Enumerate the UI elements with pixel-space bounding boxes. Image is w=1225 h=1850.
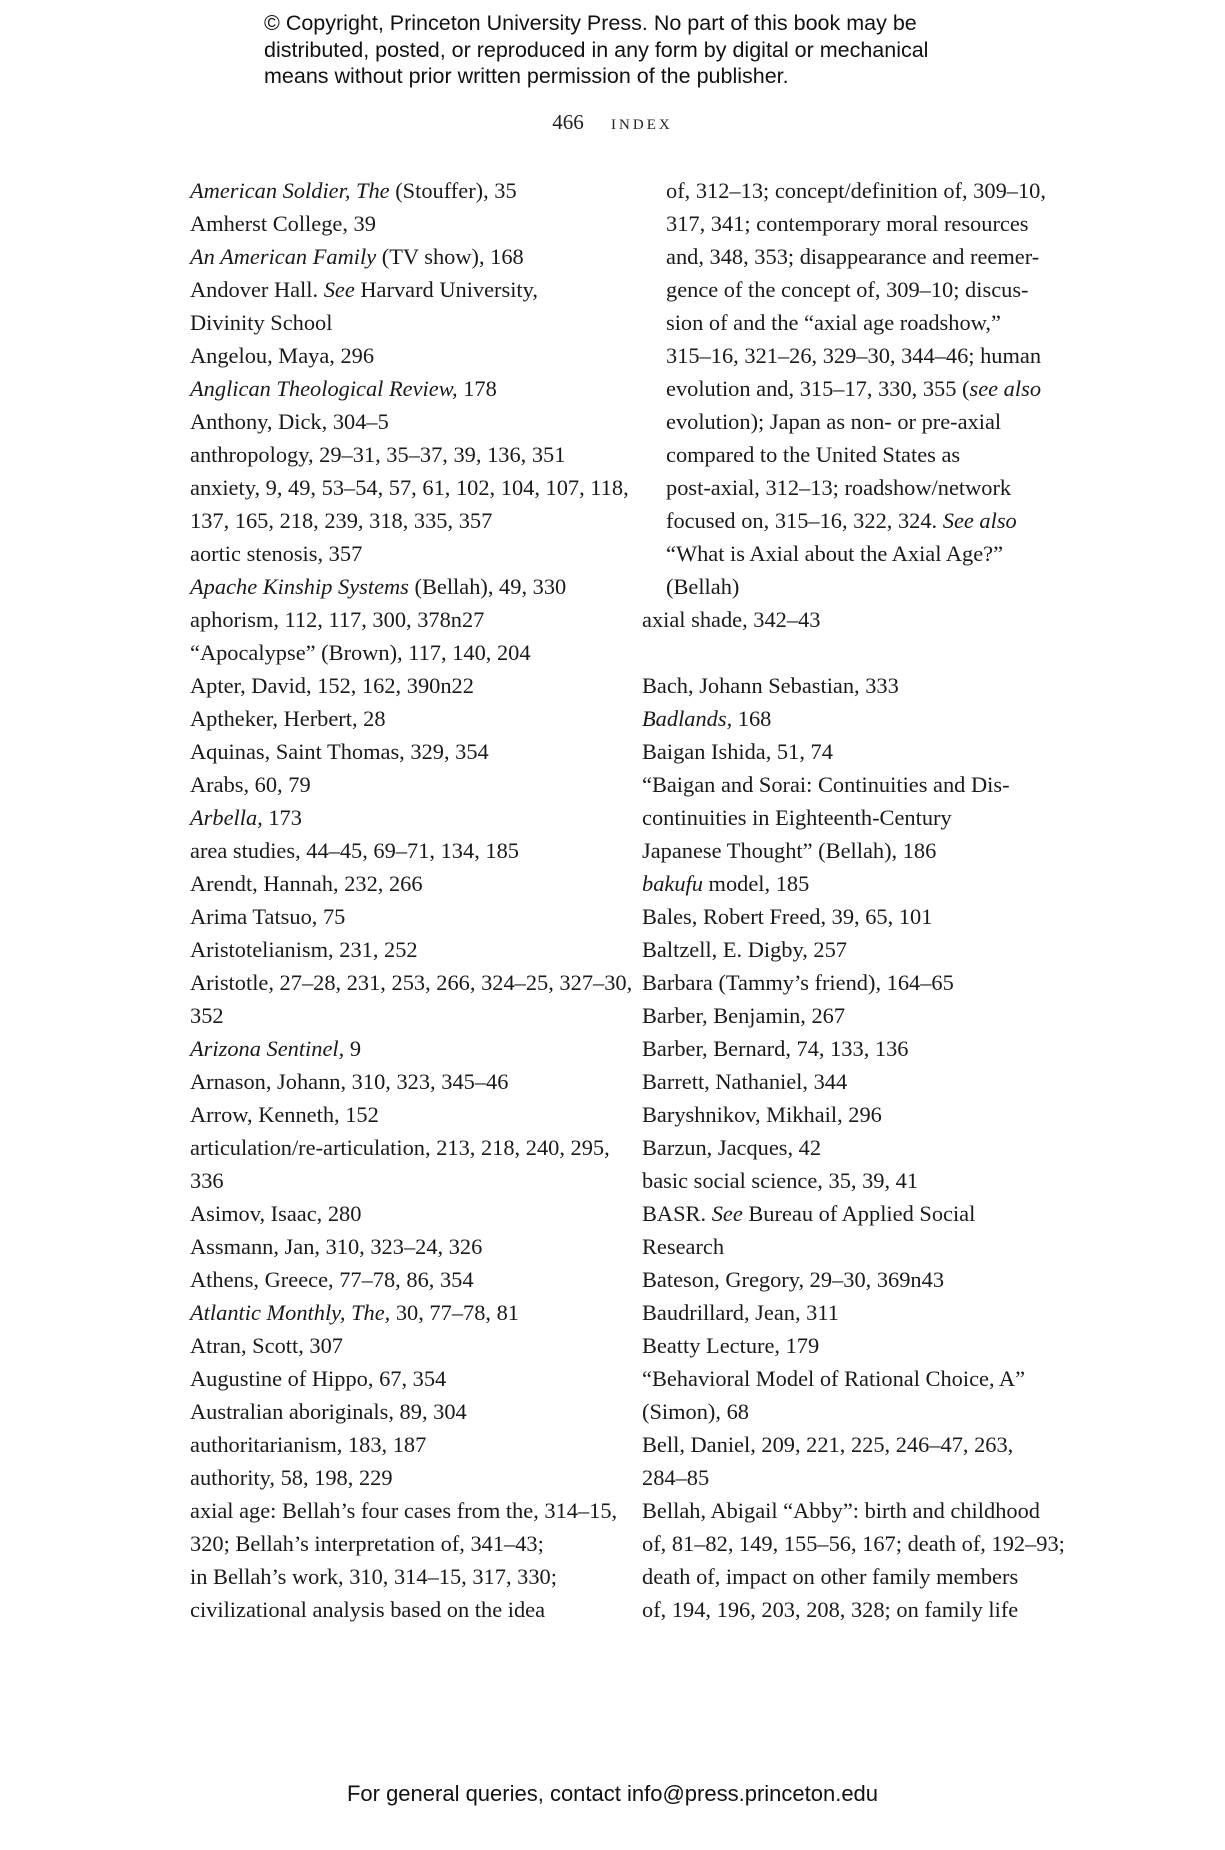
- copyright-notice: [264, 10, 1024, 90]
- index-entry-text: articulation/re-articulation, 213, 218, 240, 295,: [190, 1135, 610, 1160]
- index-entry-text: (Simon), 68: [642, 1399, 749, 1424]
- index-column-right: [642, 174, 1065, 1626]
- index-entry-text: Andover Hall.: [190, 277, 324, 302]
- section-title: index: [611, 110, 673, 134]
- index-entry: [642, 933, 1062, 966]
- index-entry-text: gence of the concept of, 309–10; discus-: [666, 277, 1029, 302]
- index-entry-text: Baltzell, E. Digby, 257: [642, 937, 848, 962]
- index-entry-italic-text: bakufu: [642, 871, 703, 896]
- index-entry: [642, 1197, 1062, 1263]
- index-entry: [190, 570, 610, 603]
- index-entry: [642, 1428, 1062, 1494]
- index-entry-text: Angelou, Maya, 296: [190, 343, 375, 368]
- index-entry-text: “What is Axial about the Axial Age?”: [666, 541, 1004, 566]
- index-entry-text: anthropology, 29–31, 35–37, 39, 136, 351: [190, 442, 566, 467]
- index-entry: [190, 702, 610, 735]
- index-entry-italic-text: American Soldier, The: [190, 178, 390, 203]
- index-entry-text: Asimov, Isaac, 280: [190, 1201, 362, 1226]
- index-entry-text: 30, 77–78, 81: [390, 1300, 519, 1325]
- index-entry-text: “Baigan and Sorai: Continuities and Dis-: [642, 772, 1010, 797]
- index-entry-text: of, 81–82, 149, 155–56, 167; death of, 192–93;: [642, 1531, 1065, 1556]
- index-entry-text: evolution); Japan as non- or pre-axial: [666, 409, 1002, 434]
- index-entry-text: axial age: Bellah’s four cases from the, 314–15,: [190, 1498, 618, 1523]
- index-entry: [190, 735, 610, 768]
- index-entry-text: 9: [344, 1036, 362, 1061]
- index-entry-text: 317, 341; contemporary moral resources: [666, 211, 1029, 236]
- index-entry-text: Bureau of Applied Social: [742, 1201, 976, 1226]
- index-entry: [190, 1197, 610, 1230]
- index-entry-text: Australian aboriginals, 89, 304: [190, 1399, 467, 1424]
- index-entry-text: Arima Tatsuo, 75: [190, 904, 346, 929]
- index-entry-text: Arendt, Hannah, 232, 266: [190, 871, 423, 896]
- index-entry-text: aortic stenosis, 357: [190, 541, 363, 566]
- index-entry-italic-text: See: [323, 277, 355, 302]
- index-entry: [190, 933, 610, 966]
- index-entry-text: Aristotle, 27–28, 231, 253, 266, 324–25, 327–30,: [190, 970, 633, 995]
- running-head: [0, 110, 1225, 135]
- index-entry-text: area studies, 44–45, 69–71, 134, 185: [190, 838, 519, 863]
- index-entry-text: death of, impact on other family members: [642, 1564, 1019, 1589]
- index-entry: [190, 636, 610, 669]
- index-entry: [190, 1461, 610, 1494]
- index-entry-italic-text: Apache Kinship Systems: [190, 574, 409, 599]
- index-entry-text: Barber, Bernard, 74, 133, 136: [642, 1036, 909, 1061]
- index-entry-italic-text: Arizona Sentinel,: [190, 1036, 345, 1061]
- copyright-line: © Copyright, Princeton University Press. No part of this book may be: [264, 11, 917, 35]
- index-entry: [190, 1032, 610, 1065]
- index-entry-text: Barzun, Jacques, 42: [642, 1135, 822, 1160]
- index-entry-text: (Bellah): [666, 574, 740, 599]
- index-entry: [642, 1032, 1062, 1065]
- index-entry-text: Arrow, Kenneth, 152: [190, 1102, 379, 1127]
- index-entry: [190, 1263, 610, 1296]
- index-entry-text: Bateson, Gregory, 29–30, 369n43: [642, 1267, 945, 1292]
- index-entry-text: Amherst College, 39: [190, 211, 376, 236]
- index-entry-text: of, 194, 196, 203, 208, 328; on family life: [642, 1597, 1019, 1622]
- index-entry: [190, 603, 610, 636]
- index-entry-text: sion of and the “axial age roadshow,”: [666, 310, 1001, 335]
- index-entry: [190, 372, 610, 405]
- footer-contact: For general queries, contact info@press.princeton.edu: [346, 1781, 879, 1806]
- index-entry: [642, 867, 1062, 900]
- index-entry-text: basic social science, 35, 39, 41: [642, 1168, 919, 1193]
- index-entry: [190, 1395, 610, 1428]
- index-entry-text: Aristotelianism, 231, 252: [190, 937, 418, 962]
- index-entry: [190, 1362, 610, 1395]
- index-entry-text: Aptheker, Herbert, 28: [190, 706, 386, 731]
- index-entry-text: axial shade, 342–43: [642, 607, 821, 632]
- index-entry-text: Barber, Benjamin, 267: [642, 1003, 846, 1028]
- index-entry-text: Athens, Greece, 77–78, 86, 354: [190, 1267, 474, 1292]
- index-entry: [190, 240, 610, 273]
- index-entry: [642, 1098, 1062, 1131]
- copyright-line: means without prior written permission of the publisher.: [264, 64, 789, 88]
- index-entry-text: Divinity School: [190, 310, 333, 335]
- index-entry: [190, 207, 610, 240]
- index-entry-italic-text: Badlands,: [642, 706, 733, 731]
- index-entry-text: Baigan Ishida, 51, 74: [642, 739, 833, 764]
- index-entry-italic-text: See: [711, 1201, 743, 1226]
- index-entry-text: Japanese Thought” (Bellah), 186: [642, 838, 937, 863]
- index-entry-text: in Bellah’s work, 310, 314–15, 317, 330;: [190, 1564, 557, 1589]
- index-entry: [190, 174, 610, 207]
- index-entry-text: Research: [642, 1234, 725, 1259]
- index-entry-text: model, 185: [702, 871, 810, 896]
- index-entry: [190, 471, 629, 537]
- index-entry: [190, 273, 610, 339]
- index-entry: [190, 537, 610, 570]
- index-entry: [190, 834, 610, 867]
- index-entry: [642, 1329, 1062, 1362]
- index-entry-text: Beatty Lecture, 179: [642, 1333, 820, 1358]
- index-entry: [190, 768, 610, 801]
- index-entry-text: BASR.: [642, 1201, 712, 1226]
- index-entry-text: and, 348, 353; disappearance and reemer-: [666, 244, 1040, 269]
- index-entry: [642, 1263, 1062, 1296]
- index-entry: [642, 1131, 1062, 1164]
- index-entry-text: Baryshnikov, Mikhail, 296: [642, 1102, 882, 1127]
- index-entry-italic-text: Atlantic Monthly, The,: [190, 1300, 391, 1325]
- index-entry-text: 352: [190, 1003, 224, 1028]
- index-entry: [642, 174, 1062, 603]
- index-entry-text: Arabs, 60, 79: [190, 772, 311, 797]
- index-entry-text: focused on, 315–16, 322, 324.: [666, 508, 943, 533]
- index-entry: [642, 1494, 1065, 1626]
- index-entry: [642, 603, 1062, 636]
- index-entry: [190, 1131, 610, 1197]
- index-entry-text: Bales, Robert Freed, 39, 65, 101: [642, 904, 933, 929]
- index-entry-text: 137, 165, 218, 239, 318, 335, 357: [190, 508, 493, 533]
- index-entry-text: Barbara (Tammy’s friend), 164–65: [642, 970, 954, 995]
- index-entry-italic-text: See also: [942, 508, 1017, 533]
- index-entry-text: 173: [262, 805, 302, 830]
- page-number: 466: [552, 110, 584, 134]
- copyright-line: distributed, posted, or reproduced in any form by digital or mechanical: [264, 37, 929, 62]
- index-entry-italic-text: Anglican Theological Review,: [190, 376, 458, 401]
- index-entry: [642, 900, 1062, 933]
- index-entry-text: Aquinas, Saint Thomas, 329, 354: [190, 739, 489, 764]
- index-entry-text: 178: [457, 376, 497, 401]
- index-entry-text: 168: [732, 706, 772, 731]
- index-entry: [642, 669, 1062, 702]
- index-entry: [190, 1329, 610, 1362]
- index-entry-text: Augustine of Hippo, 67, 354: [190, 1366, 447, 1391]
- index-entry-text: (Stouffer), 35: [389, 178, 517, 203]
- index-entry: [190, 900, 610, 933]
- index-entry: [642, 999, 1062, 1032]
- index-entry-text: (TV show), 168: [376, 244, 524, 269]
- index-entry-text: continuities in Eighteenth-Century: [642, 805, 952, 830]
- index-entry-text: (Bellah), 49, 330: [408, 574, 567, 599]
- index-entry-text: authority, 58, 198, 229: [190, 1465, 393, 1490]
- index-entry-text: “Behavioral Model of Rational Choice, A”: [642, 1366, 1026, 1391]
- index-entry-text: 284–85: [642, 1465, 710, 1490]
- index-entry-text: Baudrillard, Jean, 311: [642, 1300, 839, 1325]
- index-entry-text: evolution and, 315–17, 330, 355 (: [666, 376, 970, 401]
- index-entry: [642, 966, 1062, 999]
- index-entry-text: Bell, Daniel, 209, 221, 225, 246–47, 263,: [642, 1432, 1014, 1457]
- index-entry-text: of, 312–13; concept/definition of, 309–10,: [666, 178, 1046, 203]
- index-entry-text: 315–16, 321–26, 329–30, 344–46; human: [666, 343, 1042, 368]
- index-entry-text: Assmann, Jan, 310, 323–24, 326: [190, 1234, 483, 1259]
- index-entry: [642, 1164, 1062, 1197]
- index-entry: [642, 768, 1062, 867]
- index-entry: [190, 801, 610, 834]
- index-entry-text: Atran, Scott, 307: [190, 1333, 343, 1358]
- index-entry-text: authoritarianism, 183, 187: [190, 1432, 427, 1457]
- index-entry-text: “Apocalypse” (Brown), 117, 140, 204: [190, 640, 531, 665]
- index-entry: [190, 1065, 610, 1098]
- index-entry: [190, 867, 610, 900]
- index-entry: [190, 339, 610, 372]
- letter-group-gap: [642, 636, 1062, 669]
- index-entry-text: 336: [190, 1168, 224, 1193]
- index-entry: [642, 702, 1062, 735]
- index-entry: [190, 405, 610, 438]
- index-entry-text: aphorism, 112, 117, 300, 378n27: [190, 607, 485, 632]
- index-entry-text: Harvard University,: [354, 277, 538, 302]
- index-entry-text: Barrett, Nathaniel, 344: [642, 1069, 848, 1094]
- index-entry-text: 320; Bellah’s interpretation of, 341–43;: [190, 1531, 544, 1556]
- index-entry-text: post-axial, 312–13; roadshow/network: [666, 475, 1012, 500]
- index-entry: [190, 1098, 610, 1131]
- index-entry-text: Bach, Johann Sebastian, 333: [642, 673, 899, 698]
- index-entry-italic-text: Arbella,: [190, 805, 263, 830]
- index-entry-text: Apter, David, 152, 162, 390n22: [190, 673, 474, 698]
- index-entry: [642, 1362, 1062, 1428]
- index-entry-text: Bellah, Abigail “Abby”: birth and childhood: [642, 1498, 1040, 1523]
- index-entry: [190, 438, 610, 471]
- index-entry-italic-text: An American Family: [190, 244, 377, 269]
- index-entry-text: anxiety, 9, 49, 53–54, 57, 61, 102, 104, 107, 118,: [190, 475, 629, 500]
- index-entry-text: Arnason, Johann, 310, 323, 345–46: [190, 1069, 509, 1094]
- index-entry-text: civilizational analysis based on the idea: [190, 1597, 546, 1622]
- index-entry: [642, 735, 1062, 768]
- index-entry: [190, 966, 633, 1032]
- index-entry: [190, 669, 610, 702]
- index-entry: [190, 1428, 610, 1461]
- index-entry-text: compared to the United States as: [666, 442, 961, 467]
- index-entry: [190, 1296, 610, 1329]
- index-entry-italic-text: see also: [969, 376, 1042, 401]
- index-entry: [190, 1494, 618, 1626]
- index-column-left: [190, 174, 633, 1626]
- index-entry: [190, 1230, 610, 1263]
- index-entry: [642, 1065, 1062, 1098]
- index-entry-text: Anthony, Dick, 304–5: [190, 409, 389, 434]
- index-entry: [642, 1296, 1062, 1329]
